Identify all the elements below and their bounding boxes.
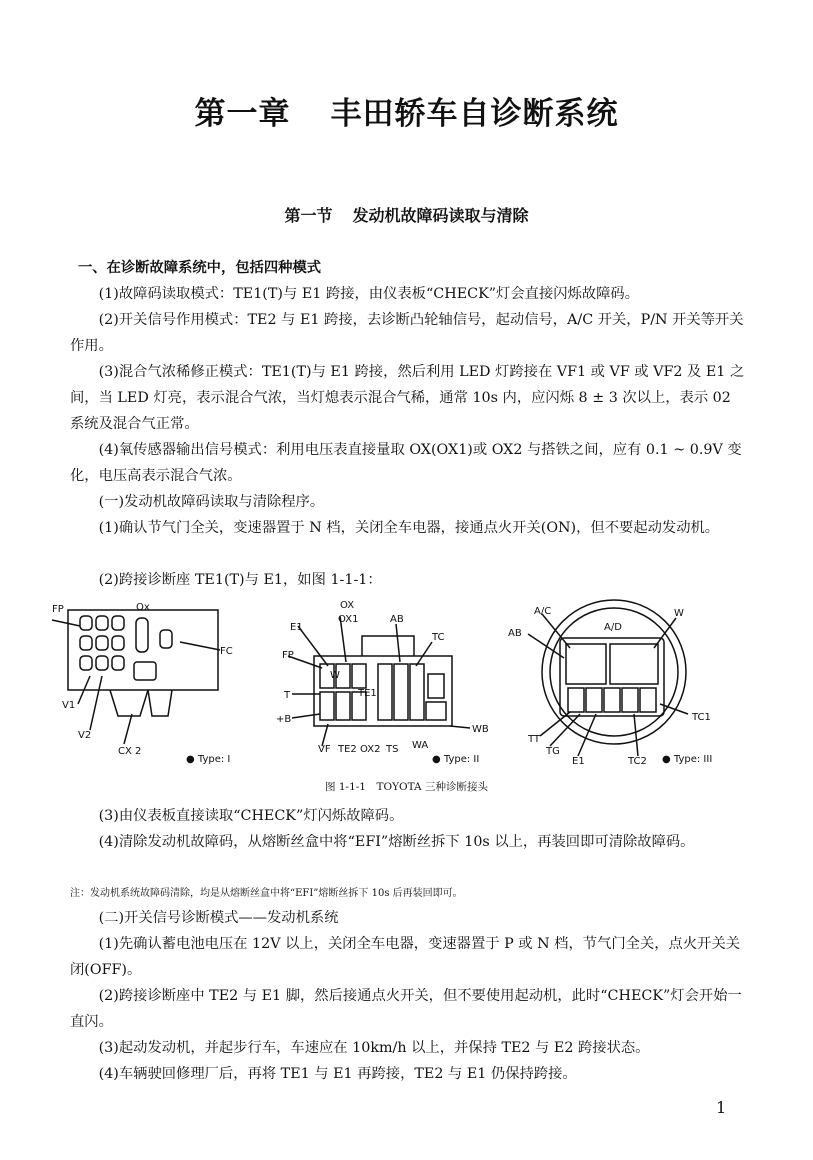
label-t1-v1: V1 [62, 700, 76, 711]
paragraph-10: (二)开关信号诊断模式——发动机系统 [98, 910, 339, 926]
label-t3-w: W [674, 608, 684, 619]
paragraph-6: (1)确认节气门全关，变速器置于 N 档，关闭全车电器，接通点火开关(ON)，但不要起动发动机。 [98, 520, 720, 536]
label-t2-e1: E1 [290, 622, 303, 633]
paragraph-5: (一)发动机故障码读取与清除程序。 [98, 494, 325, 510]
label-t3-ac: A/C [534, 606, 552, 617]
paragraph-14: (4)车辆驶回修理厂后，再将 TE1 与 E1 再跨接，TE2 与 E1 仍保持跨接。 [98, 1066, 577, 1082]
label-t3-ad: A/D [604, 622, 622, 633]
section-name: 发动机故障码读取与清除 [352, 206, 529, 225]
label-t3-ab: AB [508, 628, 522, 639]
paragraph-8: (3)由仪表板直接读取“CHECK”灯闪烁故障码。 [98, 808, 404, 824]
label-t1-fc: FC [220, 646, 233, 657]
label-t3-tg: TG [546, 746, 560, 757]
paragraph-1: (1)故障码读取模式：TE1(T)与 E1 跨接，由仪表板“CHECK”灯会直接闪烁故障码。 [98, 286, 640, 302]
label-t2-w: W [330, 670, 340, 681]
label-t2-te2: TE2 [338, 744, 357, 755]
paragraph-9: (4)清除发动机故障码，从熔断丝盒中将“EFI”熔断丝拆下 10s 以上，再装回即可清除故障码。 [98, 834, 695, 850]
paragraph-7: (2)跨接诊断座 TE1(T)与 E1，如图 1-1-1： [98, 572, 382, 588]
paragraph-4: (4)氧传感器输出信号模式：利用电压表直接量取 OX(OX1)或 OX2 与搭铁之间，应有 0.1 ~ 0.9V 变化，电压高表示混合气浓。 [70, 442, 742, 484]
label-t1-type: ● Type: I [186, 754, 231, 765]
label-t2-wa: WA [412, 740, 429, 751]
label-t1-fp: FP [52, 604, 64, 615]
label-t1-v2: V2 [78, 730, 92, 741]
label-t2-t: T [284, 690, 291, 701]
label-t1-cx2: CX 2 [118, 746, 142, 757]
page-number: 1 [716, 1098, 727, 1117]
section-label: 第一节 [284, 206, 333, 225]
label-t3-tt: TT [528, 734, 541, 745]
connector-type-1 [52, 610, 220, 744]
footnote: 注：发动机系统故障码清除，均是从熔断丝盒中将“EFI”熔断丝拆下 10s 后再装回即可。 [70, 888, 463, 899]
label-t3-tc2: TC2 [628, 756, 647, 767]
paragraph-12: (2)跨接诊断座中 TE2 与 E1 脚，然后接通点火开关，但不要使用起动机，此时“CHECK”灯会开始一直闪。 [70, 988, 742, 1030]
paragraph-13: (3)起动发动机，并起步行车，车速应在 10km/h 以上，并保持 TE2 与 E2 跨接状态。 [98, 1040, 650, 1056]
label-t2-te1: TE1 [358, 688, 377, 699]
chapter-title [0, 88, 813, 133]
label-t2-ox: OX [340, 600, 355, 611]
connector-figure [40, 596, 760, 772]
label-t3-e1: E1 [572, 756, 585, 767]
label-t3-type: ● Type: III [662, 754, 713, 765]
paragraph-2: (2)开关信号作用模式：TE2 与 E1 跨接，去诊断凸轮轴信号，起动信号，A/C 开关，P/N 开关等开关作用。 [70, 312, 744, 354]
chapter-label: 第一章 [194, 96, 291, 132]
label-t2-tc: TC [432, 632, 445, 643]
paragraph-3: (3)混合气浓稀修正模式：TE1(T)与 E1 跨接，然后利用 LED 灯跨接在 VF1 或 VF 或 VF2 及 E1 之间，当 LED 灯亮，表示混合气浓，当灯熄表示混合气稀，通常 10s 内，应闪烁 8 ± 3 次以上，表示 02 系统及混合气正常。 [70, 364, 745, 432]
label-t2-b: +B [276, 714, 292, 725]
label-t2-fp: FP [282, 650, 294, 661]
label-t2-vf: VF [318, 744, 331, 755]
label-t2-ab: AB [390, 614, 404, 625]
heading-modes: 一、在诊断故障系统中，包括四种模式 [78, 260, 322, 276]
label-t2-type: ● Type: II [432, 754, 480, 765]
label-t2-ts: TS [386, 744, 399, 755]
label-t2-ox2: OX2 [360, 744, 381, 755]
label-t2-wb: WB [472, 724, 489, 735]
paragraph-11: (1)先确认蓄电池电压在 12V 以上，关闭全车电器，变速器置于 P 或 N 档，节气门全关，点火开关关闭(OFF)。 [70, 936, 741, 978]
figure-caption: 图 1-1-1 TOYOTA 三种诊断接头 [325, 781, 488, 793]
chapter-name: 丰田轿车自诊断系统 [330, 96, 619, 132]
section-title [0, 203, 813, 226]
label-t1-ox: Ox [136, 602, 150, 613]
label-t3-tc1: TC1 [692, 712, 711, 723]
label-t2-ox1: OX1 [338, 614, 359, 625]
